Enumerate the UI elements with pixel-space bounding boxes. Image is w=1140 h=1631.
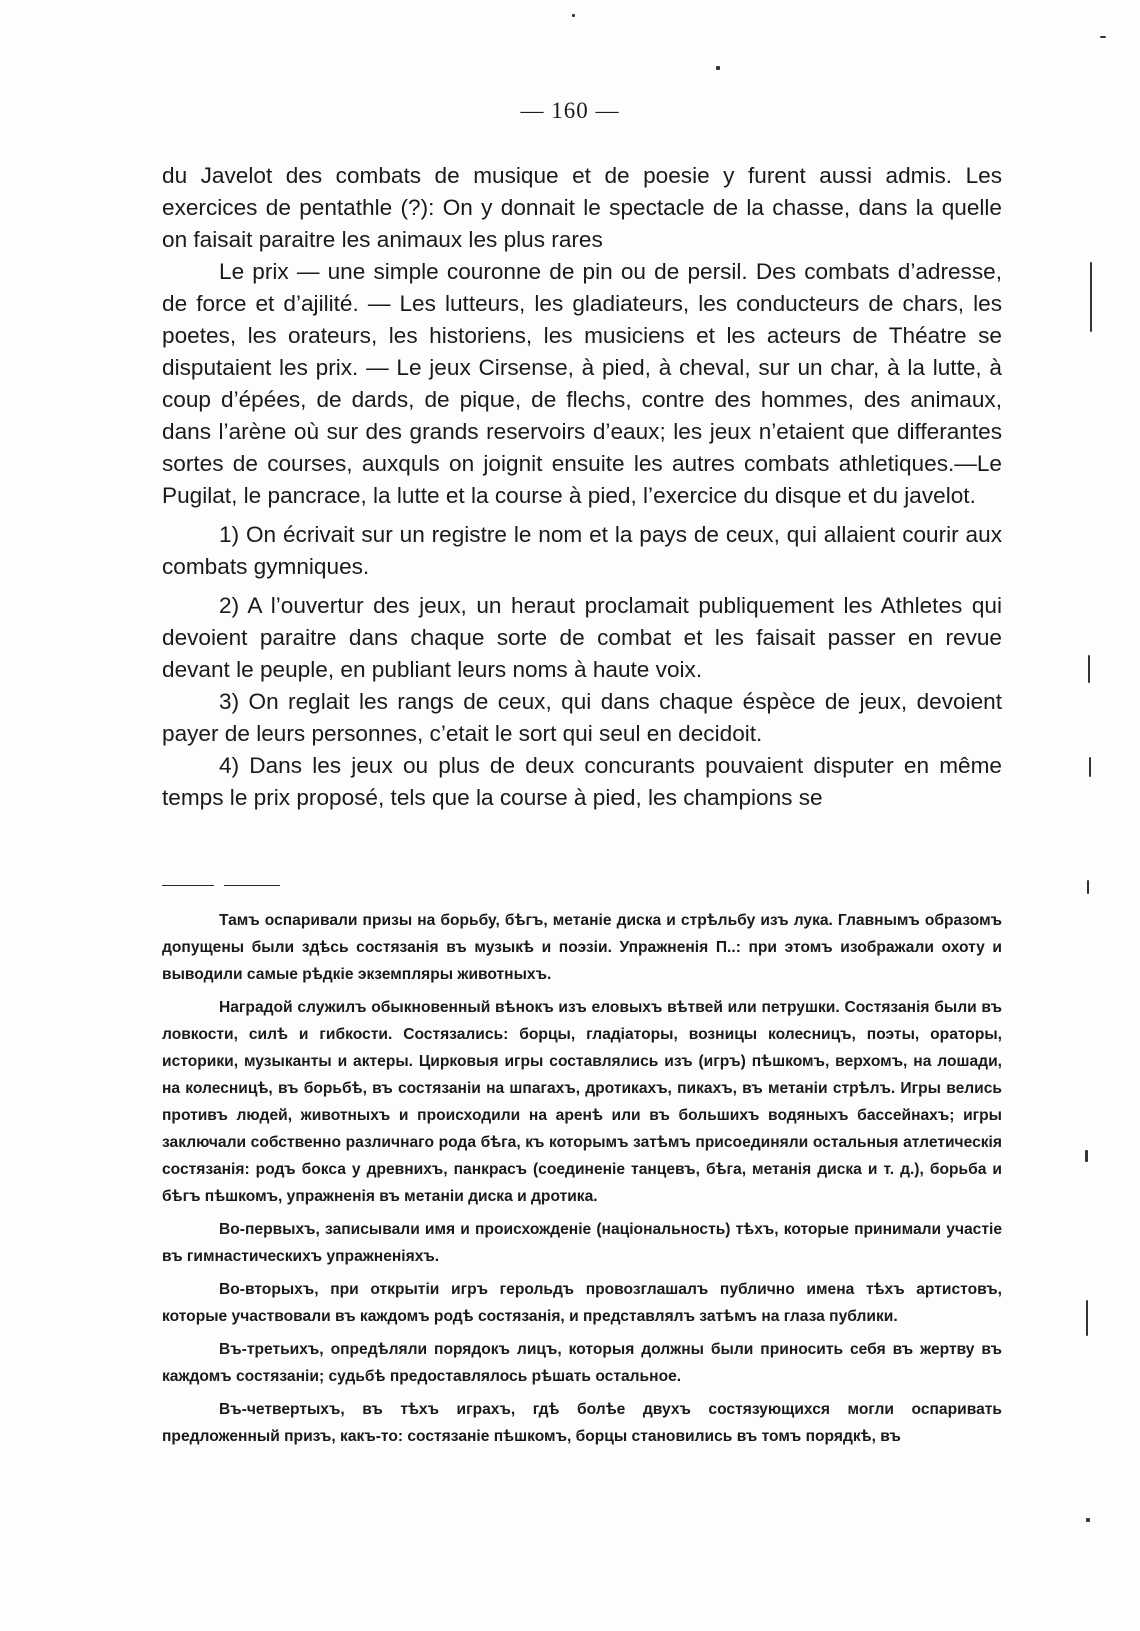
footnote-paragraph: Въ-третьихъ, опредѣляли порядокъ лицъ, которыя должны были приносить себя въ жертву въ каждомъ состязаніи; судьбѣ предоставлялось рѣшать остальное.: [162, 1341, 1002, 1385]
footnote-paragraph: Во-вторыхъ, при открытіи игръ герольдъ провозглашалъ публично имена тѣхъ артистовъ, которые участвовали въ каждомъ родѣ состязанія, и представлялъ затѣмъ на глаза публики.: [162, 1281, 1002, 1325]
main-paragraph: 3) On reglait les rangs de ceux, qui dans chaque éspèce de jeux, devoient payer de leurs personnes, c’etait le sort qui seul en decidoit.: [162, 689, 1002, 746]
main-paragraph: Le prix — une simple couronne de pin ou de persil. Des combats d’adresse, de force et d’ajilité. — Les lutteurs, les gladiateurs, les conducteurs de chars, les poetes, les orateurs, les historiens, les musiciens et les acteurs de Théatre se disputaient les prix. — Le jeux Cirsense, à pied, à cheval, sur un char, à la lutte, à coup d’épées, de dards, de pique, de flechs, contre des hommes, des animaux, dans l’arène où sur des grands reservoirs d’eaux; les jeux n’etaient que differantes sortes de courses, auxquls on joignit ensuite les autres combats athletiques.—Le Pugilat, le pancrace, la lutte et la course à pied, l’exercice du disque et du javelot.: [162, 259, 1002, 508]
main-paragraph: du Javelot des combats de musique et de poesie y furent aussi admis. Les exercices de pentathle (?): On y donnait le spectacle de la chasse, dans la quelle on faisait paraitre les animaux les plus rares: [162, 163, 1002, 252]
main-paragraph: 1) On écrivait sur un registre le nom et la pays de ceux, qui allaient courir aux combats gymniques.: [162, 522, 1002, 579]
main-paragraph: 4) Dans les jeux ou plus de deux concurants pouvaient disputer en même temps le prix proposé, tels que la course à pied, les champions se: [162, 753, 1002, 810]
page-number: — 160 —: [520, 98, 620, 123]
footnotes: [162, 907, 1002, 1450]
scan-speck: [1085, 1150, 1088, 1162]
main-paragraph: 2) A l’ouvertur des jeux, un heraut proclamait publiquement les Athletes qui devoient paraitre dans chaque sorte de combat et les faisait passer en revue devant le peuple, en publiant leurs noms à haute voix.: [162, 593, 1002, 682]
main-text: [162, 160, 1002, 814]
footnote-paragraph: Наградой служилъ обыкновенный вѣнокъ изъ еловыхъ вѣтвей или петрушки. Состязанія были въ ловкости, силѣ и гибкости. Состязались: борцы, гладіаторы, возницы колесницъ, поэты, ораторы, историки, музыканты и актеры. Цирковыя игры составлялись изъ (игръ) пѣшкомъ, верхомъ, на лошади, на колесницѣ, въ борьбѣ, въ состязаніи на шпагахъ, дротикахъ, пикахъ, въ метаніи стрѣлъ. Игры велись противъ людей, животныхъ и происходили на аренѣ или въ большихъ водяныхъ бассейнахъ; игры заключали собственно различнаго рода бѣга, къ которымъ затѣмъ присоединяли остальныя атлетическія состязанія: родъ бокса у древнихъ, панкрасъ (соединеніе танцевъ, бѣга, метанія диска и т. д.), борьба и бѣгъ пѣшкомъ, упражненія въ метаніи диска и дротика.: [162, 999, 1002, 1205]
scan-speck: [1087, 880, 1089, 894]
footnote-paragraph: Во-первыхъ, записывали имя и происхожденіе (національность) тѣхъ, которые принимали участіе въ гимнастическихъ упражненіяхъ.: [162, 1221, 1002, 1265]
scan-speck: [1090, 262, 1092, 332]
footnote-paragraph: Тамъ оспаривали призы на борьбу, бѣгъ, метаніе диска и стрѣльбу изъ лука. Главнымъ образомъ допущены были здѣсь состязанія въ музыкѣ и поэзіи. Упражненія П..: при этомъ изображали охоту и выводили самые рѣдкіе экземпляры животныхъ.: [162, 912, 1002, 983]
footnote-paragraph: Въ-четвертыхъ, въ тѣхъ играхъ, гдѣ болѣе двухъ состязующихся могли оспаривать предложенный призъ, какъ-то: состязаніе пѣшкомъ, борцы становились въ томъ порядкѣ, въ: [162, 1401, 1002, 1445]
scan-speck: [1086, 1518, 1090, 1522]
scan-speck: [572, 14, 575, 17]
scan-speck: [1086, 1300, 1088, 1336]
scan-speck: [1088, 655, 1090, 683]
scan-speck: [1089, 757, 1091, 777]
scan-speck: [716, 66, 720, 70]
scan-speck: [1100, 36, 1106, 38]
footnote-divider: [162, 885, 280, 886]
